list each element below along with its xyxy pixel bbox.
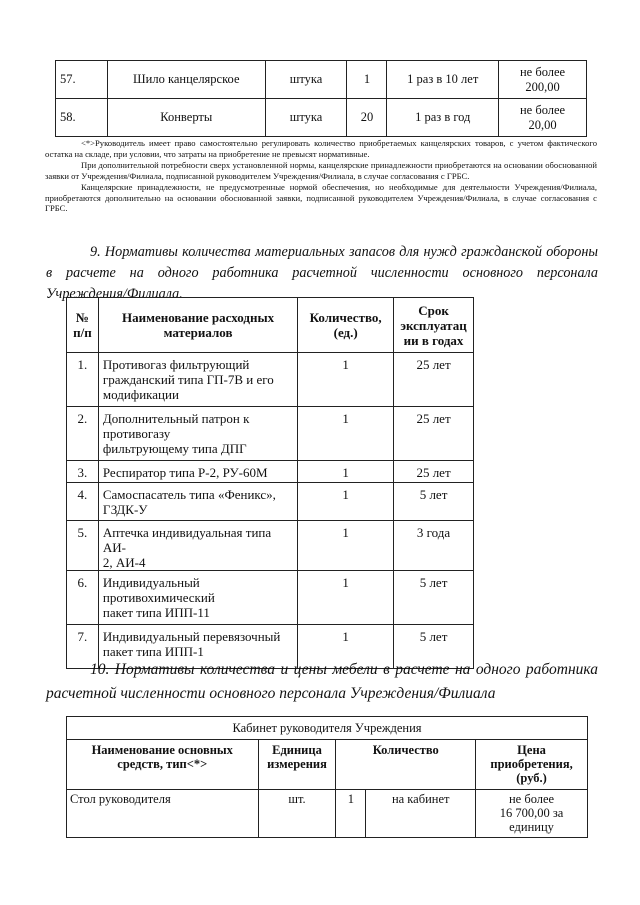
table-caption: Кабинет руководителя Учреждения <box>67 717 588 740</box>
quantity: 1 <box>298 483 394 521</box>
header-name-line-2: средств, тип<*> <box>117 757 208 771</box>
quantity: 1 <box>298 521 394 571</box>
table-header-row <box>67 298 474 353</box>
term: 5 лет <box>394 625 474 669</box>
quantity: 1 <box>298 461 394 483</box>
quantity: 1 <box>347 61 387 99</box>
header-term <box>394 298 474 353</box>
top-table <box>55 60 587 137</box>
header-number-line-2: п/п <box>73 325 92 340</box>
term: 25 лет <box>394 461 474 483</box>
row-number: 4. <box>67 483 99 521</box>
price-line-2: 20,00 <box>528 117 557 132</box>
furniture-table <box>66 716 588 838</box>
table-row <box>67 353 474 407</box>
item-name: Конверты <box>107 99 265 137</box>
header-number-line-1: № <box>75 310 89 325</box>
section-9-heading: 9. Нормативы количества материальных запасов для нужд гражданской обороны в расчете на одного работника расчетной численности основного персонала Учреждения/Филиала. <box>46 244 598 302</box>
quantity: 1 <box>336 790 366 838</box>
price-line-1: не более <box>519 102 566 117</box>
row-number: 5. <box>67 521 99 571</box>
civil-defense-table <box>66 297 474 669</box>
quantity: 20 <box>347 99 387 137</box>
frequency: 1 раз в год <box>387 99 499 137</box>
quantity-basis: на кабинет <box>366 790 476 838</box>
row-number: 6. <box>67 571 99 625</box>
item-name-line-1: Дополнительный патрон к <box>102 411 250 426</box>
price <box>499 61 587 99</box>
item-name <box>98 353 297 407</box>
header-name-line-2: материалов <box>163 325 233 340</box>
header-quantity <box>298 298 394 353</box>
item-name-line-2: противохимический <box>102 590 215 605</box>
row-number: 57. <box>56 61 108 99</box>
row-number: 58. <box>56 99 108 137</box>
item-name-line-3: фильтрующему типа ДПГ <box>102 441 247 456</box>
item-name: Стол руководителя <box>67 790 259 838</box>
header-unit-line-2: измерения <box>267 757 327 771</box>
price-line-2: 16 700,00 за <box>499 806 564 820</box>
term: 5 лет <box>394 571 474 625</box>
row-number: 1. <box>67 353 99 407</box>
table-row <box>56 99 587 137</box>
header-unit <box>258 740 336 790</box>
item-name <box>98 483 297 521</box>
item-name <box>98 521 297 571</box>
unit: штука <box>265 61 347 99</box>
table-row <box>67 483 474 521</box>
header-name <box>98 298 297 353</box>
table-row <box>67 790 588 838</box>
quantity: 1 <box>298 625 394 669</box>
row-number: 3. <box>67 461 99 483</box>
quantity: 1 <box>298 353 394 407</box>
table-caption-row <box>67 717 588 740</box>
header-price-line-3: (руб.) <box>516 771 547 785</box>
header-name-line-1: Наименование основных <box>91 743 233 757</box>
header-price-line-2: приобретения, <box>490 757 573 771</box>
term: 5 лет <box>394 483 474 521</box>
item-name-line-2: гражданский типа ГП-7В и его <box>102 372 274 387</box>
item-name-line-1: Респиратор типа Р-2, РУ-60М <box>102 465 268 480</box>
item-name-line-1: Аптечка индивидуальная типа АИ- <box>102 525 272 555</box>
frequency: 1 раз в 10 лет <box>387 61 499 99</box>
term: 3 года <box>394 521 474 571</box>
footnote-paragraph-1: <*>Руководитель имеет право самостоятельно регулировать количество приобретаемых канцелярских товаров, с учетом фактического остатка на складе, при условии, что затраты на приобретение не превысят нормативные. <box>45 138 597 159</box>
price <box>499 99 587 137</box>
table-row <box>67 571 474 625</box>
price-line-2: 200,00 <box>525 79 560 94</box>
table-row <box>56 61 587 99</box>
header-unit-line-1: Единица <box>272 743 322 757</box>
header-name-line-1: Наименование расходных <box>122 310 275 325</box>
item-name-line-1: Самоспасатель типа «Феникс», <box>102 487 276 502</box>
item-name-line-1: Противогаз фильтрующий <box>102 357 250 372</box>
header-name <box>67 740 259 790</box>
item-name-line-2: ГЗДК-У <box>102 502 148 517</box>
table-row <box>67 407 474 461</box>
header-number <box>67 298 99 353</box>
table-row <box>67 461 474 483</box>
footnote-paragraph-3: Канцелярские принадлежности, не предусмотренные нормой обеспечения, но необходимые для деятельности Учреждения/Филиала, приобретаются дополнительно на основании обоснованной заявки, подписанной руководителем Учреждения/Филиала, в случае согласования с ГРБС. <box>45 182 597 213</box>
header-price <box>476 740 588 790</box>
item-name-line-2: противогазу <box>102 426 171 441</box>
item-name-line-1: Индивидуальный <box>102 575 200 590</box>
header-quantity-line-1: Количество, <box>309 310 382 325</box>
footnote <box>45 138 597 214</box>
header-term-line-1: Срок <box>418 302 449 318</box>
price-line-3: единицу <box>509 820 554 834</box>
item-name <box>98 571 297 625</box>
header-quantity-line-2: (ед.) <box>333 325 358 340</box>
footnote-paragraph-2: При дополнительной потребности сверх установленной нормы, канцелярские принадлежности приобретаются на основании обоснованной заявки от Учреждения/Филиала, подписанной руководителем Учреждения/Филиала, в случае согласования с ГРБС. <box>45 160 597 181</box>
price-line-1: не более <box>508 792 555 806</box>
header-price-line-1: Цена <box>517 743 546 757</box>
item-name-line-2: 2, АИ-4 <box>102 555 146 570</box>
quantity: 1 <box>298 407 394 461</box>
header-term-line-3: ии в годах <box>403 332 464 348</box>
unit: шт. <box>258 790 336 838</box>
item-name-line-3: модификации <box>102 387 179 402</box>
header-term-line-2: эксплуатац <box>400 317 467 333</box>
item-name: Шило канцелярское <box>107 61 265 99</box>
item-name <box>98 407 297 461</box>
header-quantity: Количество <box>336 740 476 790</box>
item-name-line-1: Индивидуальный перевязочный <box>102 629 281 644</box>
row-number: 2. <box>67 407 99 461</box>
price <box>476 790 588 838</box>
unit: штука <box>265 99 347 137</box>
price-line-1: не более <box>519 64 566 79</box>
item-name <box>98 461 297 483</box>
row-number: 7. <box>67 625 99 669</box>
table-row <box>67 521 474 571</box>
table-header-row <box>67 740 588 790</box>
term: 25 лет <box>394 407 474 461</box>
item-name-line-2: пакет типа ИПП-1 <box>102 644 204 659</box>
item-name-line-3: пакет типа ИПП-11 <box>102 605 210 620</box>
quantity: 1 <box>298 571 394 625</box>
section-10-heading: 10. Нормативы количества и цены мебели в расчете на одного работника расчетной численности основного персонала Учреждения/Филиала <box>46 661 598 702</box>
term: 25 лет <box>394 353 474 407</box>
